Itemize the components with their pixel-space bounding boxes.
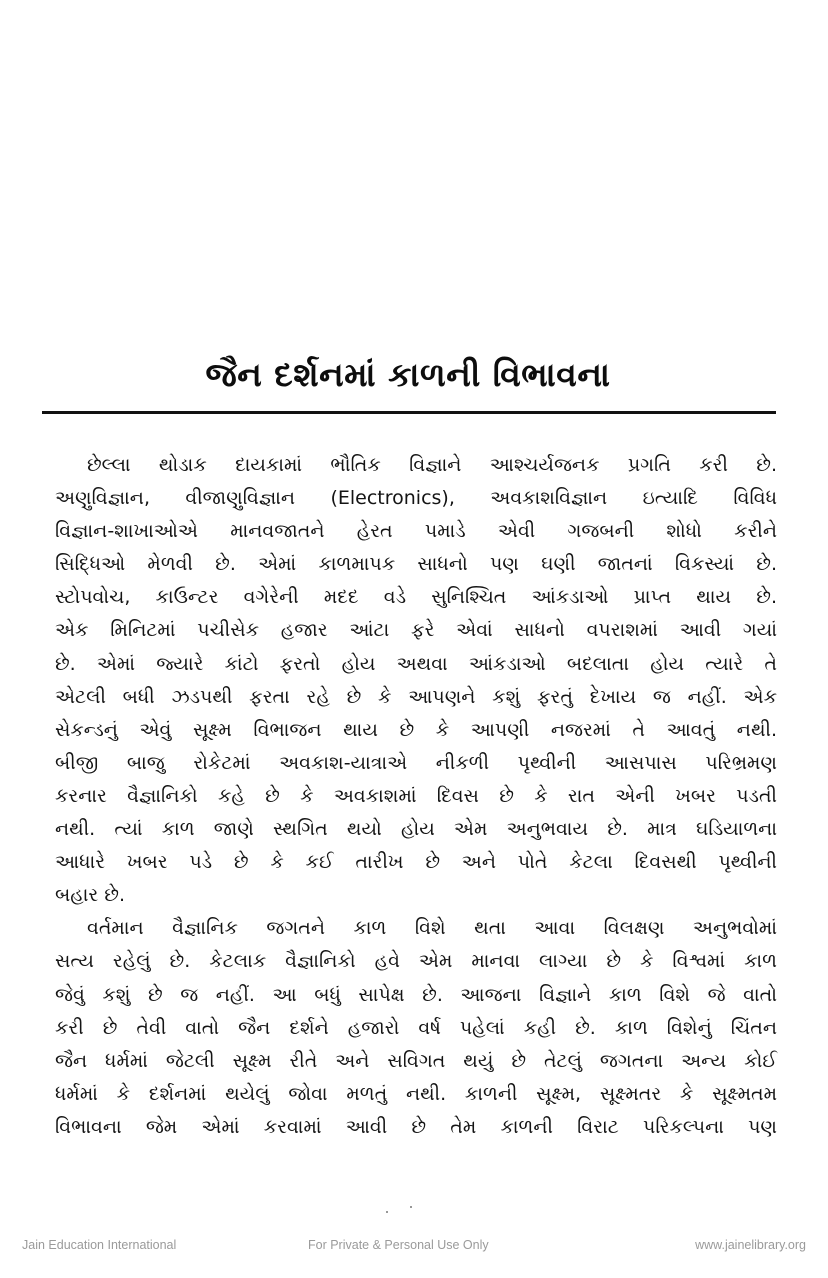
text-line: છે. એમાં જ્યારે કાંટો ફરતો હોય અથવા આંકડાઓ બદલાતા હોય ત્યારે તે: [55, 652, 777, 675]
text-line: કરનાર વૈજ્ઞાનિકો કહે છે કે અવકાશમાં દિવસ છે કે રાત એની ખબર પડતી: [55, 784, 777, 807]
text-line: વિજ્ઞાન-શાખાઓએ માનવજાતને હેરત પમાડે એવી ગજબની શોધો કરીને: [55, 520, 777, 543]
text-line: સેકન્ડનું એવું સૂક્ષ્મ વિભાજન થાય છે કે આપણી નજરમાં તે આવતું નથી.: [55, 718, 777, 741]
text-line: કરી છે તેવી વાતો જૈન દર્શને હજારો વર્ષ પહેલાં કહી છે. કાળ વિશેનું ચિંતન: [55, 1016, 777, 1039]
text-line: સિદ્ધિઓ મેળવી છે. એમાં કાળમાપક સાધનો પણ ઘણી જાતનાં વિકસ્યાં છે.: [55, 553, 777, 576]
text-line: નથી. ત્યાં કાળ જાણે સ્થગિત થયો હોય એમ અનુભવાય છે. માત્ર ઘડિયાળના: [55, 818, 777, 841]
paragraph-2: [55, 912, 777, 1144]
text-line: સ્ટોપવોચ, કાઉન્ટર વગેરેની મદદ વડે સુનિશ્ચિત આંકડાઓ પ્રાપ્ત થાય છે.: [55, 586, 777, 609]
scan-speck: [410, 1206, 412, 1208]
text-line: એક મિનિટમાં પચીસેક હજાર આંટા ફરે એવાં સાધનો વપરાશમાં આવી ગયાં: [55, 619, 777, 642]
text-line: જેવું કશું છે જ નહીં. આ બધું સાપેક્ષ છે. આજના વિજ્ઞાને કાળ વિશે જે વાતો: [55, 983, 777, 1006]
article-body: [55, 449, 777, 1144]
text-line: અણુવિજ્ઞાન, વીજાણુવિજ્ઞાન (Electronics), અવકાશવિજ્ઞાન ઇત્યાદિ વિવિધ: [55, 487, 777, 510]
page-footer: [0, 1238, 828, 1258]
text-line: આધારે ખબર પડે છે કે કઈ તારીખ છે અને પોતે કેટલા દિવસથી પૃથ્વીની: [55, 851, 777, 874]
title-underline-rule: [42, 411, 776, 414]
text-line: વર્તમાન વૈજ્ઞાનિક જગતને કાળ વિશે થતા આવા વિલક્ષણ અનુભવોમાં: [87, 917, 777, 940]
page-title: જૈન દર્શનમાં કાળની વિભાવના: [205, 355, 611, 394]
text-line: છેલ્લા થોડાક દાયકામાં ભૌતિક વિજ્ઞાને આશ્ચર્યજનક પ્રગતિ કરી છે.: [87, 454, 777, 476]
text-line: એટલી બધી ઝડપથી ફરતા રહે છે કે આપણને કશું ફરતું દેખાય જ નહીં. એક: [55, 685, 777, 708]
footer-website-link[interactable]: www.jainelibrary.org: [695, 1238, 806, 1252]
text-line: બીજી બાજુ રોકેટમાં અવકાશ-યાત્રાએ નીકળી પૃથ્વીની આસપાસ પરિભ્રમણ: [55, 751, 777, 774]
text-line: સત્ય રહેલું છે. કેટલાક વૈજ્ઞાનિકો હવે એમ માનવા લાગ્યા છે કે વિશ્વમાં કાળ: [55, 950, 777, 973]
footer-usage-note: For Private & Personal Use Only: [308, 1238, 489, 1252]
scan-speck: [386, 1211, 388, 1213]
text-line: વિભાવના જેમ એમાં કરવામાં આવી છે તેમ કાળની વિરાટ પરિકલ્પના પણ: [55, 1115, 777, 1138]
text-line: બહાર છે.: [55, 884, 126, 907]
paragraph-1: [55, 449, 777, 912]
footer-publisher: Jain Education International: [22, 1238, 177, 1252]
text-line: ધર્મમાં કે દર્શનમાં થયેલું જોવા મળતું નથી. કાળની સૂક્ષ્મ, સૂક્ષ્મતર કે સૂક્ષ્મતમ: [55, 1082, 777, 1105]
text-line: જૈન ધર્મમાં જેટલી સૂક્ષ્મ રીતે અને સવિગત થયું છે તેટલું જગતના અન્ય કોઈ: [55, 1049, 777, 1072]
